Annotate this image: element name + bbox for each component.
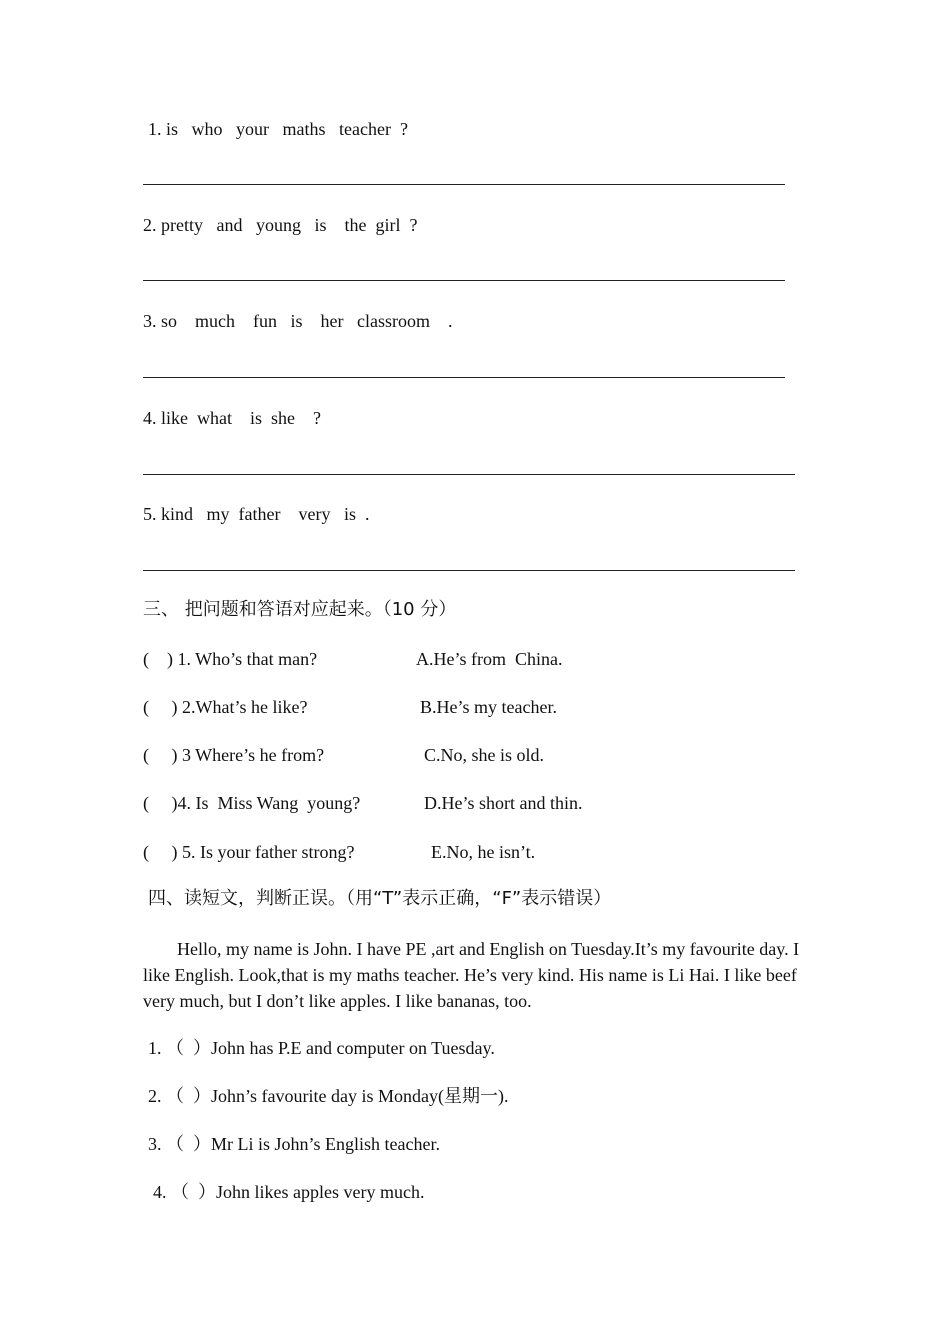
match-answer-b: B.He’s my teacher. [420, 697, 557, 717]
match-answer-c: C.No, she is old. [424, 745, 545, 765]
match-question-4: ( )4. Is Miss Wang young? [143, 793, 361, 813]
match-answer-d: D.He’s short and thin. [424, 793, 583, 813]
match-question-5: ( ) 5. Is your father strong? [143, 842, 355, 862]
statement-4: 4. （ ）John likes apples very much. [153, 1182, 425, 1202]
reorder-item-2: 2. pretty and young is the girl ? [143, 215, 418, 235]
reorder-item-4: 4. like what is she ? [143, 408, 321, 428]
match-question-1: ( ) 1. Who’s that man? [143, 649, 318, 669]
answer-line-3[interactable] [143, 377, 785, 378]
statement-1: 1. （ ）John has P.E and computer on Tuesday. [148, 1038, 495, 1058]
match-answer-e: E.No, he isn’t. [431, 842, 536, 862]
reorder-item-5: 5. kind my father very is . [143, 504, 370, 524]
answer-line-5[interactable] [143, 570, 795, 571]
match-question-3: ( ) 3 Where’s he from? [143, 745, 325, 765]
answer-line-1[interactable] [143, 184, 785, 185]
reading-passage: Hello, my name is John. I have PE ,art and English on Tuesday.It’s my favourite day. I like English. Look,that is my maths teacher. He’s very kind. His name is Li Hai. I like beef very much, but I don’t like apples. I like bananas, too. [143, 939, 800, 1011]
match-answer-a: A.He’s from China. [416, 649, 563, 669]
reorder-item-1: 1. is who your maths teacher ? [148, 119, 408, 139]
statement-3: 3. （ ）Mr Li is John’s English teacher. [148, 1134, 440, 1154]
answer-line-4[interactable] [143, 474, 795, 475]
reorder-item-3: 3. so much fun is her classroom . [143, 311, 453, 331]
section-3-heading: 三、 把问题和答语对应起来。（10 分） [143, 599, 457, 620]
section-4-heading: 四、读短文，判断正误。（用“T”表示正确，“F”表示错误） [148, 888, 612, 909]
answer-line-2[interactable] [143, 280, 785, 281]
statement-2: 2. （ ）John’s favourite day is Monday(星期一). [148, 1086, 509, 1106]
match-question-2: ( ) 2.What’s he like? [143, 697, 308, 717]
